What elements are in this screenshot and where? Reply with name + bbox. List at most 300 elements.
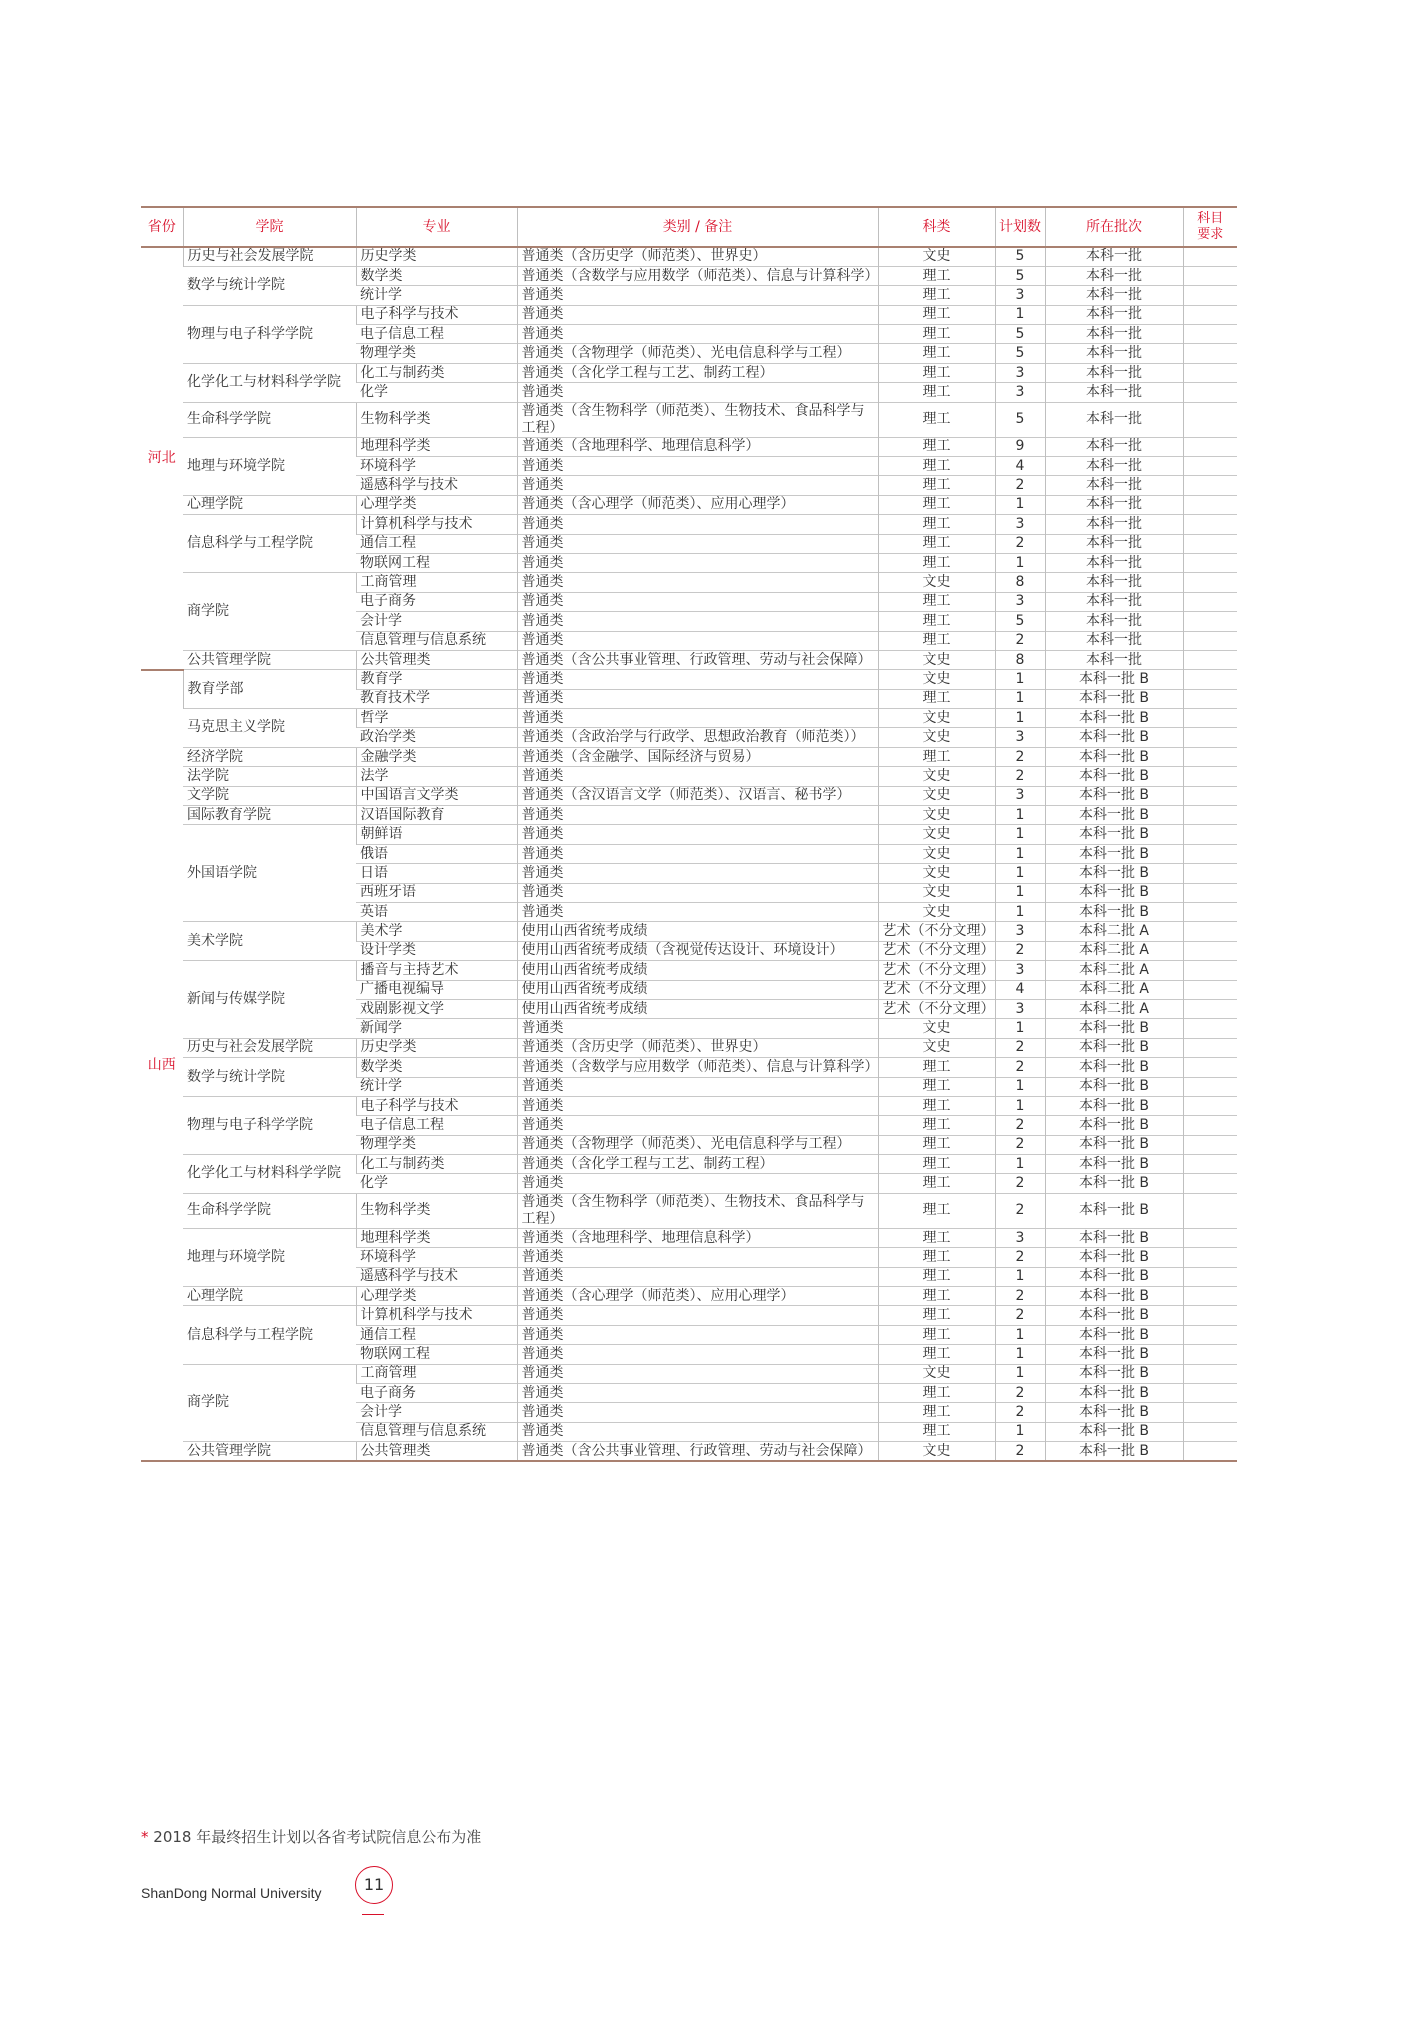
college-cell: 美术学院 bbox=[183, 922, 356, 961]
batch-cell: 本科一批 bbox=[1045, 515, 1183, 534]
header-batch: 所在批次 bbox=[1045, 207, 1183, 247]
major-cell: 工商管理 bbox=[356, 573, 517, 592]
batch-cell: 本科一批 B bbox=[1045, 1077, 1183, 1096]
table-row bbox=[141, 1306, 1237, 1325]
table-row bbox=[141, 786, 1237, 805]
count-cell: 2 bbox=[995, 1174, 1045, 1193]
batch-cell: 本科一批 B bbox=[1045, 728, 1183, 747]
count-cell: 1 bbox=[995, 1364, 1045, 1383]
major-cell: 化工与制药类 bbox=[356, 363, 517, 382]
remark-cell: 普通类（含生物科学（师范类）、生物技术、食品科学与工程） bbox=[517, 402, 878, 437]
major-cell: 哲学 bbox=[356, 709, 517, 728]
requirement-cell bbox=[1183, 1403, 1237, 1422]
requirement-cell bbox=[1183, 844, 1237, 863]
remark-cell: 普通类 bbox=[517, 1345, 878, 1364]
batch-cell: 本科一批 B bbox=[1045, 747, 1183, 766]
table-row bbox=[141, 922, 1237, 941]
remark-cell: 普通类 bbox=[517, 883, 878, 902]
subject-cell: 理工 bbox=[878, 1193, 995, 1228]
requirement-cell bbox=[1183, 266, 1237, 285]
major-cell: 工商管理 bbox=[356, 1364, 517, 1383]
remark-cell: 普通类 bbox=[517, 806, 878, 825]
major-cell: 电子信息工程 bbox=[356, 325, 517, 344]
major-cell: 电子商务 bbox=[356, 1383, 517, 1402]
batch-cell: 本科一批 bbox=[1045, 553, 1183, 572]
subject-cell: 理工 bbox=[878, 1096, 995, 1115]
count-cell: 3 bbox=[995, 961, 1045, 980]
major-cell: 电子科学与技术 bbox=[356, 305, 517, 324]
college-cell: 公共管理学院 bbox=[183, 650, 356, 669]
college-cell: 教育学部 bbox=[183, 670, 356, 709]
batch-cell: 本科一批 B bbox=[1045, 670, 1183, 689]
batch-cell: 本科一批 B bbox=[1045, 1228, 1183, 1247]
batch-cell: 本科一批 B bbox=[1045, 844, 1183, 863]
count-cell: 1 bbox=[995, 495, 1045, 514]
remark-cell: 普通类（含数学与应用数学（师范类）、信息与计算科学） bbox=[517, 1058, 878, 1077]
subject-cell: 理工 bbox=[878, 383, 995, 402]
subject-cell: 文史 bbox=[878, 1019, 995, 1038]
count-cell: 1 bbox=[995, 883, 1045, 902]
major-cell: 会计学 bbox=[356, 1403, 517, 1422]
major-cell: 金融学类 bbox=[356, 747, 517, 766]
college-cell: 心理学院 bbox=[183, 495, 356, 514]
requirement-cell bbox=[1183, 650, 1237, 669]
major-cell: 通信工程 bbox=[356, 534, 517, 553]
requirement-cell bbox=[1183, 1325, 1237, 1344]
requirement-cell bbox=[1183, 1287, 1237, 1306]
remark-cell: 普通类（含历史学（师范类）、世界史） bbox=[517, 247, 878, 266]
requirement-cell bbox=[1183, 883, 1237, 902]
major-cell: 物理学类 bbox=[356, 1135, 517, 1154]
requirement-cell bbox=[1183, 247, 1237, 266]
major-cell: 计算机科学与技术 bbox=[356, 1306, 517, 1325]
count-cell: 2 bbox=[995, 1403, 1045, 1422]
requirement-cell bbox=[1183, 1306, 1237, 1325]
batch-cell: 本科一批 B bbox=[1045, 1442, 1183, 1461]
count-cell: 1 bbox=[995, 1422, 1045, 1441]
batch-cell: 本科一批 B bbox=[1045, 1193, 1183, 1228]
table-row bbox=[141, 402, 1237, 437]
major-cell: 化工与制药类 bbox=[356, 1155, 517, 1174]
batch-cell: 本科一批 bbox=[1045, 476, 1183, 495]
count-cell: 5 bbox=[995, 344, 1045, 363]
college-cell: 商学院 bbox=[183, 573, 356, 651]
requirement-cell bbox=[1183, 1116, 1237, 1135]
requirement-cell bbox=[1183, 457, 1237, 476]
major-cell: 英语 bbox=[356, 903, 517, 922]
subject-cell: 理工 bbox=[878, 325, 995, 344]
remark-cell: 普通类（含历史学（师范类）、世界史） bbox=[517, 1038, 878, 1057]
major-cell: 数学类 bbox=[356, 1058, 517, 1077]
batch-cell: 本科二批 A bbox=[1045, 961, 1183, 980]
requirement-cell bbox=[1183, 941, 1237, 960]
batch-cell: 本科一批 B bbox=[1045, 786, 1183, 805]
subject-cell: 理工 bbox=[878, 1058, 995, 1077]
batch-cell: 本科一批 bbox=[1045, 247, 1183, 266]
batch-cell: 本科一批 bbox=[1045, 363, 1183, 382]
batch-cell: 本科一批 bbox=[1045, 573, 1183, 592]
count-cell: 1 bbox=[995, 305, 1045, 324]
remark-cell: 普通类 bbox=[517, 1306, 878, 1325]
batch-cell: 本科一批 B bbox=[1045, 1364, 1183, 1383]
header-remark: 类别 / 备注 bbox=[517, 207, 878, 247]
major-cell: 教育学 bbox=[356, 670, 517, 689]
subject-cell: 理工 bbox=[878, 631, 995, 650]
requirement-cell bbox=[1183, 344, 1237, 363]
subject-cell: 理工 bbox=[878, 457, 995, 476]
remark-cell: 普通类（含政治学与行政学、思想政治教育（师范类）） bbox=[517, 728, 878, 747]
batch-cell: 本科一批 bbox=[1045, 457, 1183, 476]
remark-cell: 普通类 bbox=[517, 383, 878, 402]
requirement-cell bbox=[1183, 670, 1237, 689]
table-row bbox=[141, 1155, 1237, 1174]
count-cell: 1 bbox=[995, 844, 1045, 863]
table-row bbox=[141, 573, 1237, 592]
requirement-cell bbox=[1183, 767, 1237, 786]
count-cell: 1 bbox=[995, 806, 1045, 825]
subject-cell: 理工 bbox=[878, 344, 995, 363]
count-cell: 1 bbox=[995, 1096, 1045, 1115]
count-cell: 2 bbox=[995, 1287, 1045, 1306]
remark-cell: 普通类 bbox=[517, 1096, 878, 1115]
major-cell: 美术学 bbox=[356, 922, 517, 941]
count-cell: 5 bbox=[995, 612, 1045, 631]
footnote-star: * bbox=[141, 1828, 149, 1846]
major-cell: 物联网工程 bbox=[356, 1345, 517, 1364]
major-cell: 电子商务 bbox=[356, 592, 517, 611]
batch-cell: 本科一批 B bbox=[1045, 825, 1183, 844]
requirement-cell bbox=[1183, 689, 1237, 708]
count-cell: 3 bbox=[995, 922, 1045, 941]
count-cell: 1 bbox=[995, 1325, 1045, 1344]
subject-cell: 理工 bbox=[878, 534, 995, 553]
table-row bbox=[141, 767, 1237, 786]
subject-cell: 理工 bbox=[878, 1422, 995, 1441]
remark-cell: 普通类 bbox=[517, 1174, 878, 1193]
requirement-cell bbox=[1183, 1345, 1237, 1364]
count-cell: 1 bbox=[995, 709, 1045, 728]
count-cell: 1 bbox=[995, 1345, 1045, 1364]
major-cell: 西班牙语 bbox=[356, 883, 517, 902]
major-cell: 统计学 bbox=[356, 286, 517, 305]
subject-cell: 理工 bbox=[878, 1077, 995, 1096]
remark-cell: 使用山西省统考成绩 bbox=[517, 961, 878, 980]
major-cell: 历史学类 bbox=[356, 1038, 517, 1057]
remark-cell: 普通类 bbox=[517, 612, 878, 631]
batch-cell: 本科一批 bbox=[1045, 344, 1183, 363]
batch-cell: 本科一批 B bbox=[1045, 1155, 1183, 1174]
count-cell: 2 bbox=[995, 534, 1045, 553]
major-cell: 会计学 bbox=[356, 612, 517, 631]
count-cell: 3 bbox=[995, 383, 1045, 402]
count-cell: 1 bbox=[995, 864, 1045, 883]
table-row bbox=[141, 825, 1237, 844]
table-row bbox=[141, 1228, 1237, 1247]
count-cell: 1 bbox=[995, 1155, 1045, 1174]
remark-cell: 普通类（含汉语言文学（师范类）、汉语言、秘书学） bbox=[517, 786, 878, 805]
major-cell: 地理科学类 bbox=[356, 437, 517, 456]
batch-cell: 本科二批 A bbox=[1045, 980, 1183, 999]
remark-cell: 使用山西省统考成绩 bbox=[517, 980, 878, 999]
table-row bbox=[141, 670, 1237, 689]
major-cell: 日语 bbox=[356, 864, 517, 883]
count-cell: 5 bbox=[995, 266, 1045, 285]
remark-cell: 普通类 bbox=[517, 689, 878, 708]
major-cell: 朝鲜语 bbox=[356, 825, 517, 844]
requirement-cell bbox=[1183, 325, 1237, 344]
table-row bbox=[141, 247, 1237, 266]
remark-cell: 普通类 bbox=[517, 864, 878, 883]
header-college: 学院 bbox=[183, 207, 356, 247]
requirement-cell bbox=[1183, 612, 1237, 631]
major-cell: 设计学类 bbox=[356, 941, 517, 960]
subject-cell: 艺术（不分文理） bbox=[878, 980, 995, 999]
remark-cell: 普通类 bbox=[517, 476, 878, 495]
requirement-cell bbox=[1183, 728, 1237, 747]
table-row bbox=[141, 515, 1237, 534]
major-cell: 播音与主持艺术 bbox=[356, 961, 517, 980]
table-row bbox=[141, 1442, 1237, 1461]
major-cell: 教育技术学 bbox=[356, 689, 517, 708]
major-cell: 计算机科学与技术 bbox=[356, 515, 517, 534]
batch-cell: 本科一批 B bbox=[1045, 1019, 1183, 1038]
count-cell: 3 bbox=[995, 728, 1045, 747]
subject-cell: 文史 bbox=[878, 1442, 995, 1461]
college-cell: 公共管理学院 bbox=[183, 1442, 356, 1461]
count-cell: 2 bbox=[995, 1038, 1045, 1057]
count-cell: 8 bbox=[995, 573, 1045, 592]
subject-cell: 理工 bbox=[878, 437, 995, 456]
major-cell: 心理学类 bbox=[356, 495, 517, 514]
requirement-cell bbox=[1183, 961, 1237, 980]
remark-cell: 普通类 bbox=[517, 592, 878, 611]
subject-cell: 理工 bbox=[878, 1228, 995, 1247]
table-row bbox=[141, 363, 1237, 382]
batch-cell: 本科一批 bbox=[1045, 286, 1183, 305]
major-cell: 电子科学与技术 bbox=[356, 1096, 517, 1115]
college-cell: 外国语学院 bbox=[183, 825, 356, 922]
college-cell: 法学院 bbox=[183, 767, 356, 786]
subject-cell: 文史 bbox=[878, 786, 995, 805]
subject-cell: 文史 bbox=[878, 573, 995, 592]
count-cell: 3 bbox=[995, 592, 1045, 611]
requirement-cell bbox=[1183, 999, 1237, 1018]
batch-cell: 本科一批 bbox=[1045, 534, 1183, 553]
requirement-cell bbox=[1183, 383, 1237, 402]
count-cell: 9 bbox=[995, 437, 1045, 456]
table-row bbox=[141, 305, 1237, 324]
remark-cell: 普通类（含公共事业管理、行政管理、劳动与社会保障） bbox=[517, 1442, 878, 1461]
remark-cell: 普通类（含地理科学、地理信息科学） bbox=[517, 437, 878, 456]
subject-cell: 文史 bbox=[878, 670, 995, 689]
subject-cell: 理工 bbox=[878, 495, 995, 514]
table-row bbox=[141, 1058, 1237, 1077]
batch-cell: 本科一批 B bbox=[1045, 689, 1183, 708]
remark-cell: 普通类 bbox=[517, 1383, 878, 1402]
subject-cell: 文史 bbox=[878, 903, 995, 922]
requirement-cell bbox=[1183, 534, 1237, 553]
college-cell: 生命科学学院 bbox=[183, 402, 356, 437]
major-cell: 物联网工程 bbox=[356, 553, 517, 572]
college-cell: 新闻与传媒学院 bbox=[183, 961, 356, 1039]
table-row bbox=[141, 1193, 1237, 1228]
table-row bbox=[141, 806, 1237, 825]
major-cell: 遥感科学与技术 bbox=[356, 476, 517, 495]
table-row bbox=[141, 961, 1237, 980]
header-count: 计划数 bbox=[995, 207, 1045, 247]
batch-cell: 本科一批 B bbox=[1045, 1403, 1183, 1422]
requirement-cell bbox=[1183, 305, 1237, 324]
batch-cell: 本科一批 bbox=[1045, 631, 1183, 650]
subject-cell: 理工 bbox=[878, 1306, 995, 1325]
major-cell: 地理科学类 bbox=[356, 1228, 517, 1247]
major-cell: 历史学类 bbox=[356, 247, 517, 266]
subject-cell: 理工 bbox=[878, 553, 995, 572]
batch-cell: 本科一批 B bbox=[1045, 1422, 1183, 1441]
table-row bbox=[141, 495, 1237, 514]
batch-cell: 本科一批 bbox=[1045, 495, 1183, 514]
remark-cell: 普通类 bbox=[517, 1267, 878, 1286]
header-province: 省份 bbox=[147, 219, 176, 235]
batch-cell: 本科一批 B bbox=[1045, 1174, 1183, 1193]
count-cell: 2 bbox=[995, 747, 1045, 766]
major-cell: 新闻学 bbox=[356, 1019, 517, 1038]
major-cell: 中国语言文学类 bbox=[356, 786, 517, 805]
batch-cell: 本科一批 bbox=[1045, 266, 1183, 285]
remark-cell: 普通类 bbox=[517, 534, 878, 553]
count-cell: 3 bbox=[995, 1228, 1045, 1247]
count-cell: 3 bbox=[995, 363, 1045, 382]
count-cell: 2 bbox=[995, 941, 1045, 960]
remark-cell: 普通类 bbox=[517, 1019, 878, 1038]
remark-cell: 普通类 bbox=[517, 844, 878, 863]
requirement-cell bbox=[1183, 1383, 1237, 1402]
table-row bbox=[141, 266, 1237, 285]
major-cell: 戏剧影视文学 bbox=[356, 999, 517, 1018]
remark-cell: 普通类 bbox=[517, 1077, 878, 1096]
count-cell: 5 bbox=[995, 325, 1045, 344]
university-name: ShanDong Normal University bbox=[141, 1885, 322, 1901]
remark-cell: 普通类 bbox=[517, 1364, 878, 1383]
batch-cell: 本科一批 bbox=[1045, 612, 1183, 631]
requirement-cell bbox=[1183, 437, 1237, 456]
major-cell: 化学 bbox=[356, 1174, 517, 1193]
subject-cell: 理工 bbox=[878, 1383, 995, 1402]
footnote-text: 2018 年最终招生计划以各省考试院信息公布为准 bbox=[153, 1828, 482, 1846]
subject-cell: 文史 bbox=[878, 728, 995, 747]
major-cell: 物理学类 bbox=[356, 344, 517, 363]
major-cell: 环境科学 bbox=[356, 457, 517, 476]
requirement-cell bbox=[1183, 1193, 1237, 1228]
remark-cell: 普通类 bbox=[517, 457, 878, 476]
remark-cell: 普通类（含公共事业管理、行政管理、劳动与社会保障） bbox=[517, 650, 878, 669]
batch-cell: 本科一批 B bbox=[1045, 864, 1183, 883]
requirement-cell bbox=[1183, 786, 1237, 805]
subject-cell: 理工 bbox=[878, 612, 995, 631]
table-row bbox=[141, 1287, 1237, 1306]
page-number: 11 bbox=[355, 1866, 393, 1904]
batch-cell: 本科一批 B bbox=[1045, 1383, 1183, 1402]
batch-cell: 本科一批 bbox=[1045, 305, 1183, 324]
count-cell: 5 bbox=[995, 402, 1045, 437]
header-requirement: 科目要求 bbox=[1183, 207, 1237, 247]
count-cell: 2 bbox=[995, 476, 1045, 495]
requirement-cell bbox=[1183, 1248, 1237, 1267]
requirement-cell bbox=[1183, 922, 1237, 941]
requirement-cell bbox=[1183, 363, 1237, 382]
major-cell: 法学 bbox=[356, 767, 517, 786]
count-cell: 2 bbox=[995, 767, 1045, 786]
requirement-cell bbox=[1183, 495, 1237, 514]
count-cell: 4 bbox=[995, 980, 1045, 999]
count-cell: 3 bbox=[995, 999, 1045, 1018]
major-cell: 通信工程 bbox=[356, 1325, 517, 1344]
count-cell: 2 bbox=[995, 631, 1045, 650]
college-cell: 地理与环境学院 bbox=[183, 437, 356, 495]
count-cell: 3 bbox=[995, 515, 1045, 534]
count-cell: 1 bbox=[995, 825, 1045, 844]
subject-cell: 文史 bbox=[878, 247, 995, 266]
college-cell: 地理与环境学院 bbox=[183, 1228, 356, 1286]
batch-cell: 本科一批 B bbox=[1045, 1267, 1183, 1286]
subject-cell: 理工 bbox=[878, 747, 995, 766]
major-cell: 统计学 bbox=[356, 1077, 517, 1096]
count-cell: 3 bbox=[995, 286, 1045, 305]
college-cell: 国际教育学院 bbox=[183, 806, 356, 825]
header-major: 专业 bbox=[356, 207, 517, 247]
requirement-cell bbox=[1183, 592, 1237, 611]
remark-cell: 普通类（含心理学（师范类）、应用心理学） bbox=[517, 1287, 878, 1306]
batch-cell: 本科一批 bbox=[1045, 437, 1183, 456]
subject-cell: 艺术（不分文理） bbox=[878, 941, 995, 960]
subject-cell: 艺术（不分文理） bbox=[878, 922, 995, 941]
table-header bbox=[141, 207, 1237, 247]
subject-cell: 文史 bbox=[878, 650, 995, 669]
subject-cell: 理工 bbox=[878, 286, 995, 305]
count-cell: 2 bbox=[995, 1306, 1045, 1325]
requirement-cell bbox=[1183, 864, 1237, 883]
subject-cell: 理工 bbox=[878, 515, 995, 534]
requirement-cell bbox=[1183, 903, 1237, 922]
remark-cell: 普通类（含地理科学、地理信息科学） bbox=[517, 1228, 878, 1247]
batch-cell: 本科一批 bbox=[1045, 402, 1183, 437]
batch-cell: 本科一批 bbox=[1045, 592, 1183, 611]
remark-cell: 普通类 bbox=[517, 767, 878, 786]
subject-cell: 艺术（不分文理） bbox=[878, 999, 995, 1018]
batch-cell: 本科一批 B bbox=[1045, 709, 1183, 728]
batch-cell: 本科一批 B bbox=[1045, 883, 1183, 902]
requirement-cell bbox=[1183, 1364, 1237, 1383]
batch-cell: 本科一批 B bbox=[1045, 1058, 1183, 1077]
count-cell: 2 bbox=[995, 1248, 1045, 1267]
requirement-cell bbox=[1183, 573, 1237, 592]
batch-cell: 本科一批 B bbox=[1045, 1038, 1183, 1057]
subject-cell: 理工 bbox=[878, 266, 995, 285]
requirement-cell bbox=[1183, 286, 1237, 305]
college-cell: 生命科学学院 bbox=[183, 1193, 356, 1228]
subject-cell: 理工 bbox=[878, 1403, 995, 1422]
requirement-cell bbox=[1183, 1155, 1237, 1174]
subject-cell: 文史 bbox=[878, 883, 995, 902]
batch-cell: 本科一批 B bbox=[1045, 1306, 1183, 1325]
subject-cell: 理工 bbox=[878, 1287, 995, 1306]
batch-cell: 本科一批 B bbox=[1045, 1116, 1183, 1135]
college-cell: 数学与统计学院 bbox=[183, 1058, 356, 1097]
batch-cell: 本科一批 B bbox=[1045, 767, 1183, 786]
college-cell: 心理学院 bbox=[183, 1287, 356, 1306]
table-row bbox=[141, 1096, 1237, 1115]
remark-cell: 使用山西省统考成绩（含视觉传达设计、环境设计） bbox=[517, 941, 878, 960]
